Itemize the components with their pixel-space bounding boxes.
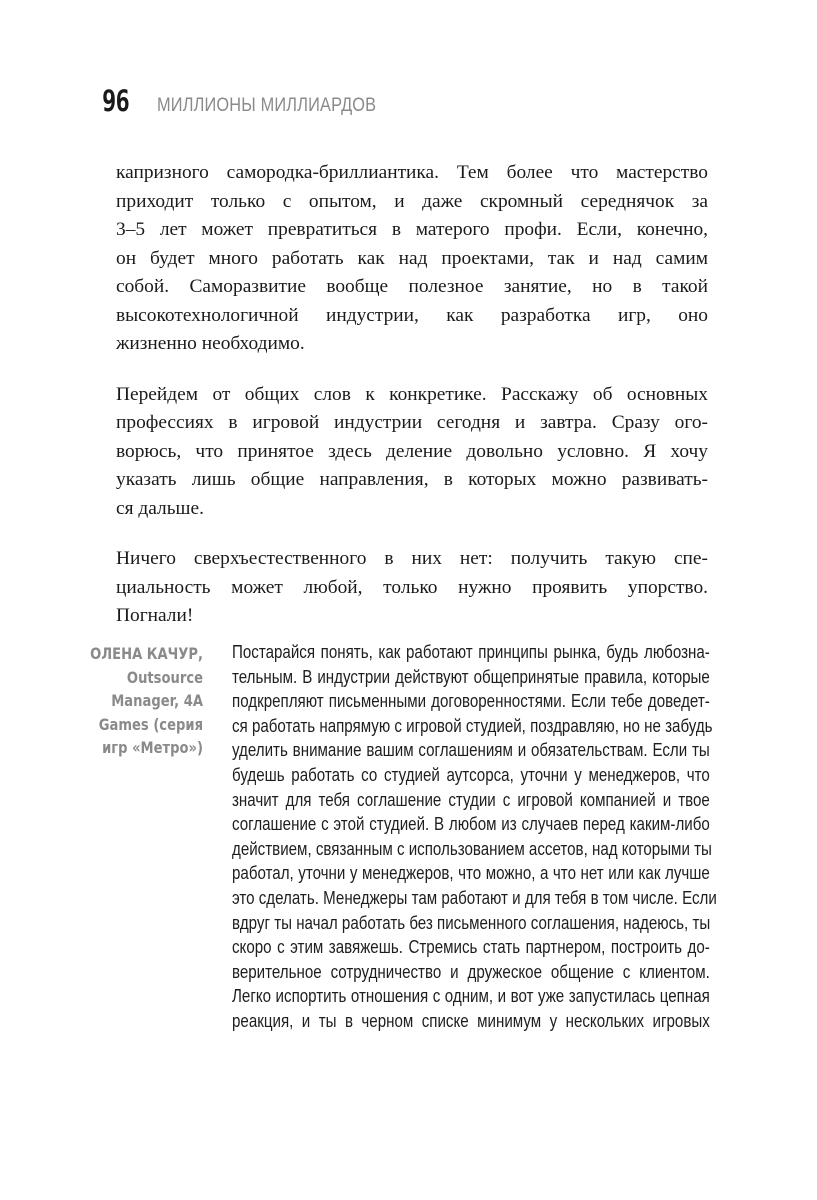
text-line: указать лишь общие направления, в которых можно развивать- [116, 469, 708, 490]
text-line: ворюсь, что принятое здесь деление довольно условно. Я хочу [116, 440, 708, 462]
quote-line: действием, связанным с использованием ассетов, над которыми ты [232, 838, 712, 859]
text-line: Ничего сверхъестественного в них нет: получить такую спе- [116, 548, 708, 569]
quote-line: ся работать напрямую с игровой студией, поздравляю, но не забудь [232, 715, 713, 736]
quote-line: вдруг ты начал работать без письменного соглашения, надеюсь, ты [232, 912, 711, 933]
quote-text [232, 640, 717, 1034]
author-line: Outsource [126, 667, 203, 687]
text-line: приходит только с опытом, и даже скромный середнячок за [116, 190, 708, 212]
quote-line: Постарайся понять, как работают принципы рынка, будь любозна- [232, 642, 710, 662]
quote-line: соглашение с этой студией. В любом из случаев перед каким-либо [232, 814, 710, 835]
author-line: Manager, 4A [111, 691, 203, 710]
text-line: капризного самородка-бриллиантика. Тем более что мастерство [116, 162, 708, 183]
body-text [116, 159, 708, 653]
quote-line: Легко испортить отношения с одним, и вот уже запустилась цепная [232, 986, 710, 1007]
author-line: игр «Метро») [102, 738, 203, 757]
quote-line: подкрепляют письменными договоренностями. Если тебе доведет- [232, 691, 710, 712]
text-line: жизненно необходимо. [116, 333, 305, 354]
text-line: высокотехнологичной индустрии, как разработка игр, оно [116, 304, 708, 326]
text-line: Перейдем от общих слов к конкретике. Расскажу об основных [116, 383, 708, 405]
running-title: МИЛЛИОНЫ МИЛЛИАРДОВ [156, 95, 377, 116]
page-header [102, 84, 412, 118]
text-line: профессиях в игровой индустрии сегодня и завтра. Сразу ого- [116, 412, 708, 433]
paragraph [116, 381, 708, 524]
quote-author [60, 642, 203, 760]
quote-line: это сделать. Менеджеры там работают и для тебя в том числе. Если [232, 887, 717, 908]
paragraph [116, 545, 708, 631]
quote-line: будешь работать со студией аутсорса, уточни у менеджеров, что [232, 764, 710, 785]
text-line: собой. Саморазвитие вообще полезное занятие, но в такой [116, 276, 708, 297]
text-line: он будет много работать как над проектами, так и над самим [116, 247, 708, 269]
quote-line: реакция, и ты в черном списке минимум у нескольких игровых [232, 1010, 710, 1031]
text-line: Погнали! [116, 605, 194, 626]
quote-line: уделить внимание вашим соглашениям и обязательствам. Если ты [232, 740, 710, 761]
text-line: 3–5 лет может превратиться в матерого профи. Если, конечно, [116, 219, 708, 240]
quote-line: работал, уточни у менеджеров, что можно, а что нет или как лучше [232, 863, 710, 884]
author-line: Games (серия [98, 714, 203, 734]
quote-line: значит для тебя соглашение студии с игровой компанией и твое [232, 789, 710, 810]
text-line: ся дальше. [116, 497, 204, 519]
page-number: 96 [102, 84, 129, 118]
author-line: ОЛЕНА КАЧУР, [90, 644, 203, 663]
quote-line: скоро с этим завяжешь. Стремись стать партнером, построить до- [232, 937, 710, 958]
quote-line: верительное сотрудничество и дружеское общение с клиентом. [232, 961, 710, 982]
paragraph [116, 159, 708, 359]
quote-line: тельным. В индустрии действуют общепринятые правила, которые [232, 666, 710, 687]
text-line: циальность может любой, только нужно проявить упорство. [116, 576, 708, 598]
